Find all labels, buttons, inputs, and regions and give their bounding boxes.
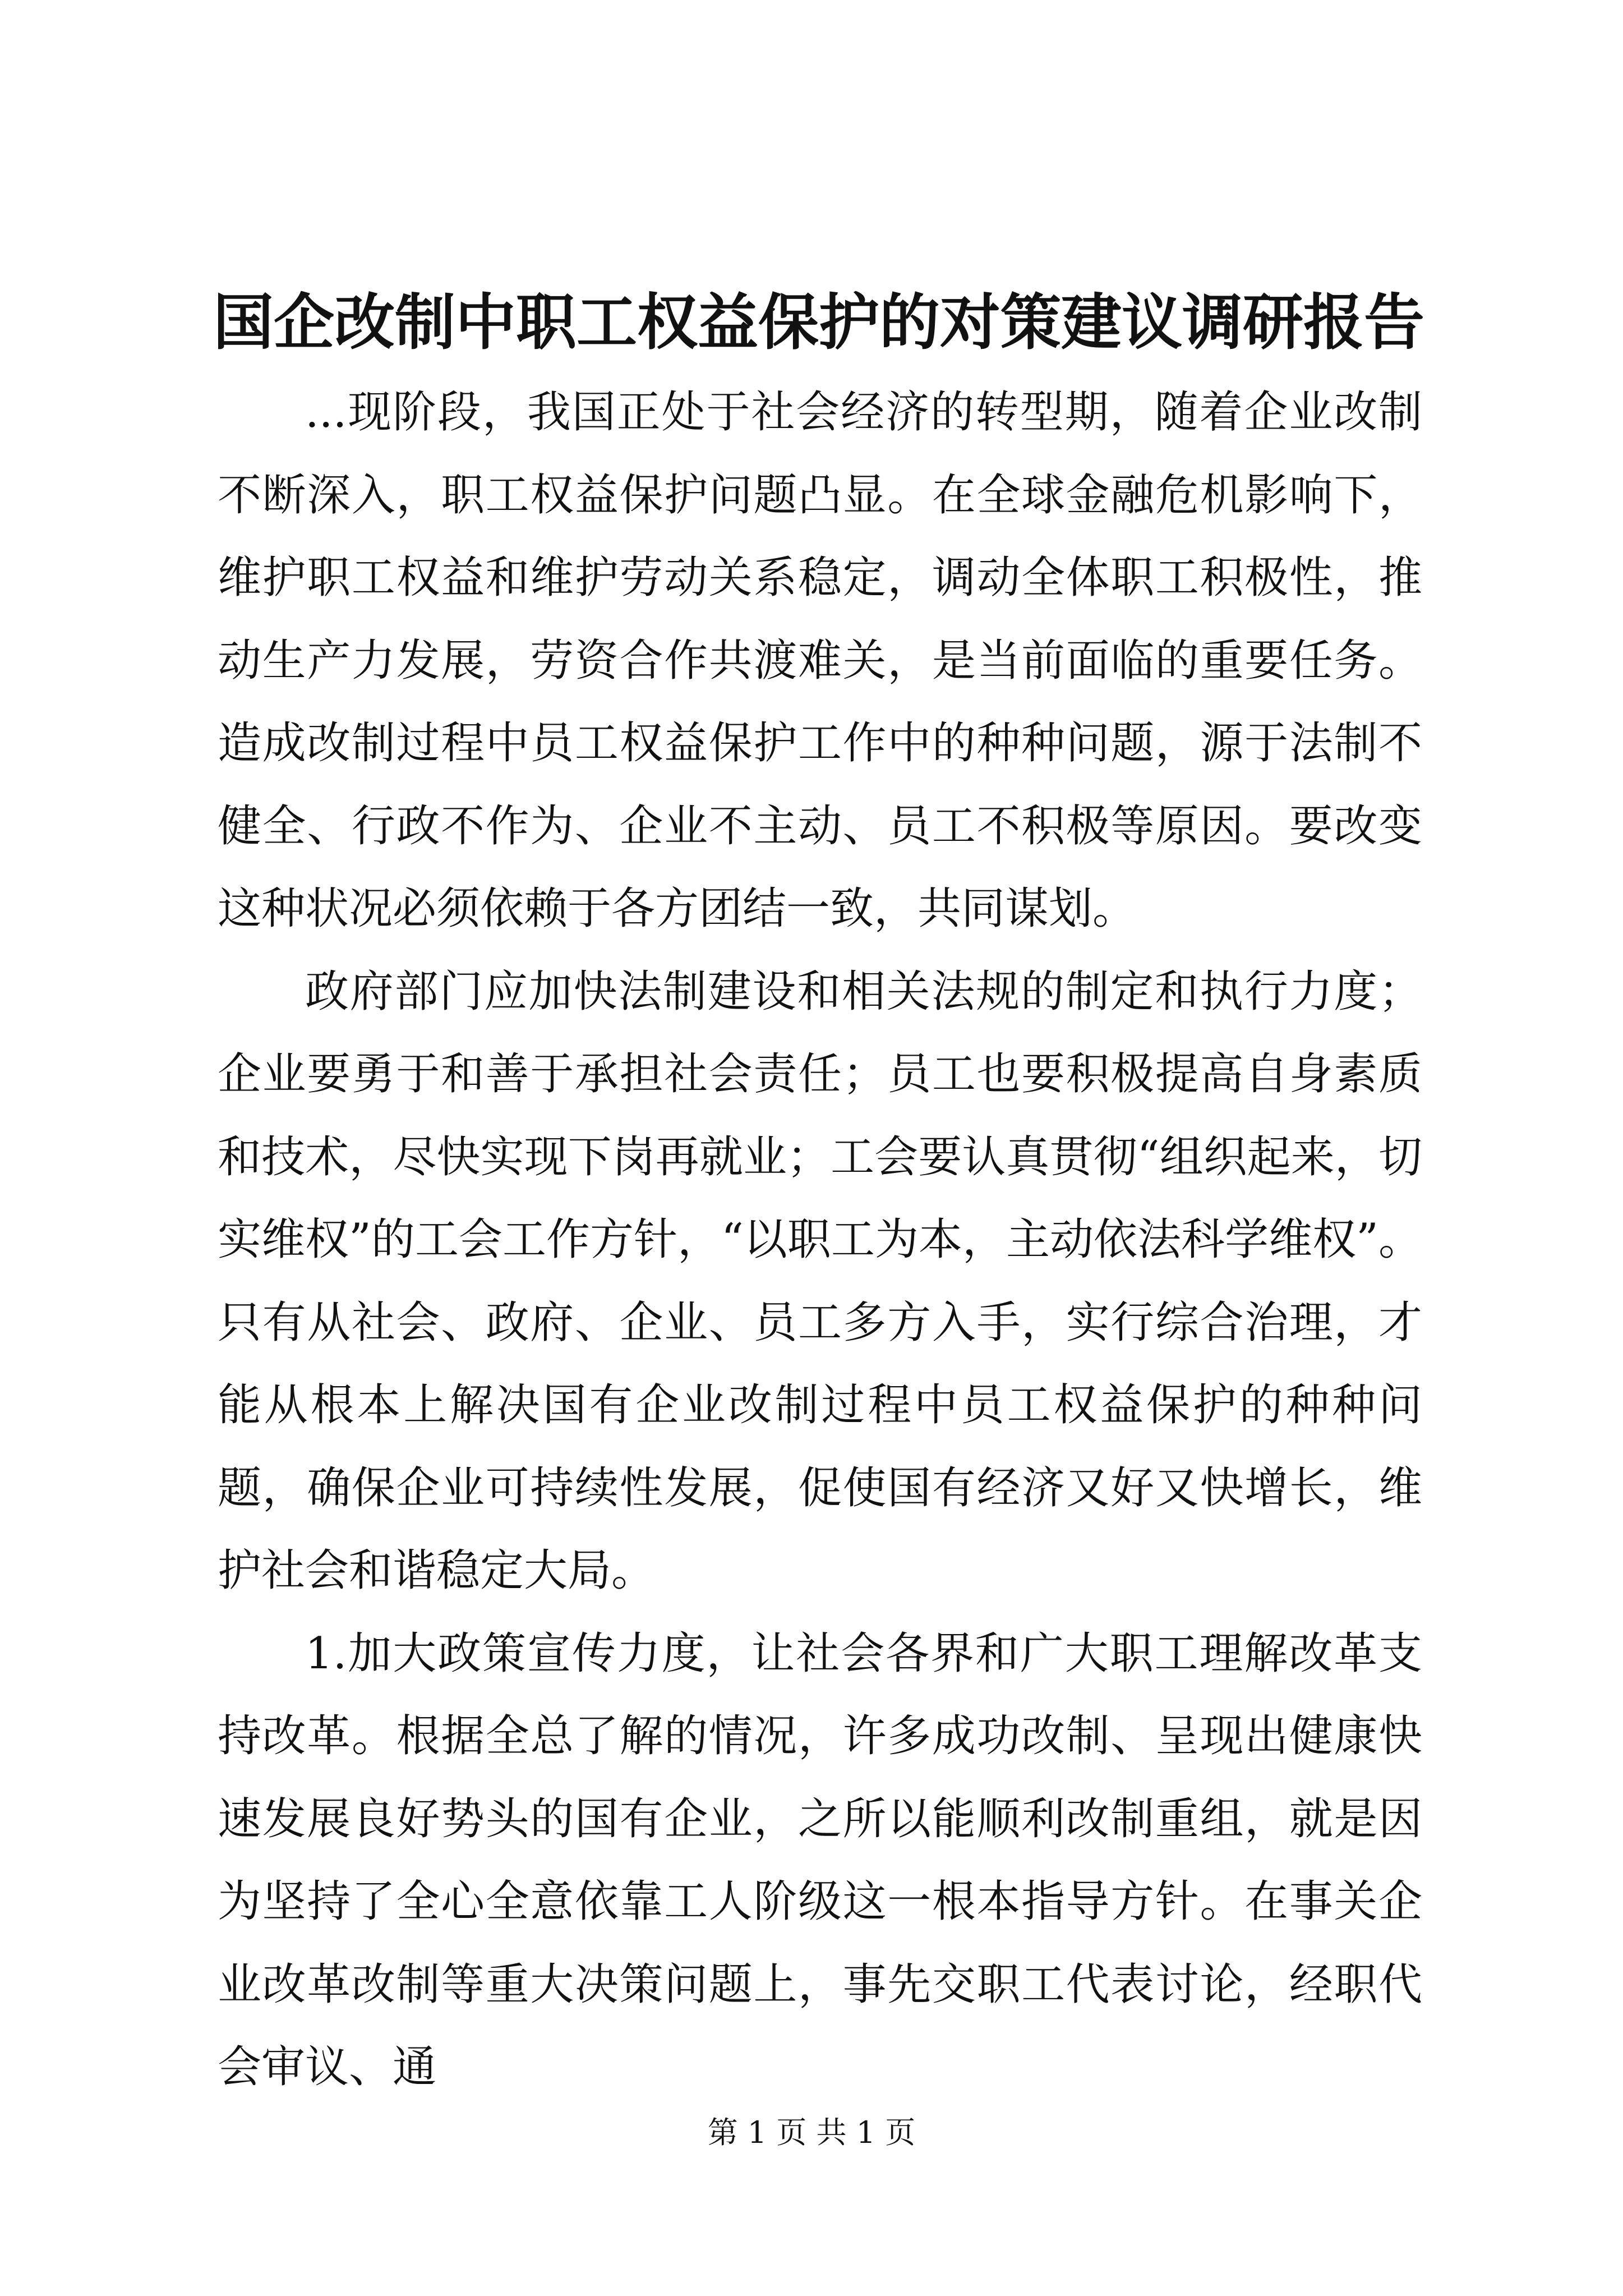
document-body	[218, 371, 1422, 2109]
page-footer: 第 1 页 共 1 页	[707, 2115, 916, 2150]
document-title: 国企改制中职工权益保护的对策建议调研报告	[213, 287, 1425, 358]
paragraph-1: ...现阶段，我国正处于社会经济的转型期，随着企业改制不断深入，职工权益保护问题凸显。在全球金融危机影响下，维护职工权益和维护劳动关系稳定，调动全体职工积极性，推动生产力发展，劳资合作共渡难关，是当前面临的重要任务。造成改制过程中员工权益保护工作中的种种问题，源于法制不健全、行政不作为、企业不主动、员工不积极等原因。要改变这种状况必须依赖于各方团结一致，共同谋划。	[218, 387, 1422, 934]
paragraph-3: 1.加大政策宣传力度，让社会各界和广大职工理解改革支持改革。根据全总了解的情况，许多成功改制、呈现出健康快速发展良好势头的国有企业，之所以能顺利改制重组，就是因为坚持了全心全意依靠工人阶级这一根本指导方针。在事关企业改革改制等重大决策问题上，事先交职工代表讨论，经职代会审议、通	[218, 1628, 1422, 2092]
paragraph-2: 政府部门应加快法制建设和相关法规的制定和执行力度；企业要勇于和善于承担社会责任；员工也要积极提高自身素质和技术，尽快实现下岗再就业；工会要认真贯彻“组织起来，切实维权”的工会工作方针，“以职工为本，主动依法科学维权”。只有从社会、政府、企业、员工多方入手，实行综合治理，才能从根本上解决国有企业改制过程中员工权益保护的种种问题，确保企业可持续性发展，促使国有经济又好又快增长，维护社会和谐稳定大局。	[218, 966, 1422, 1596]
